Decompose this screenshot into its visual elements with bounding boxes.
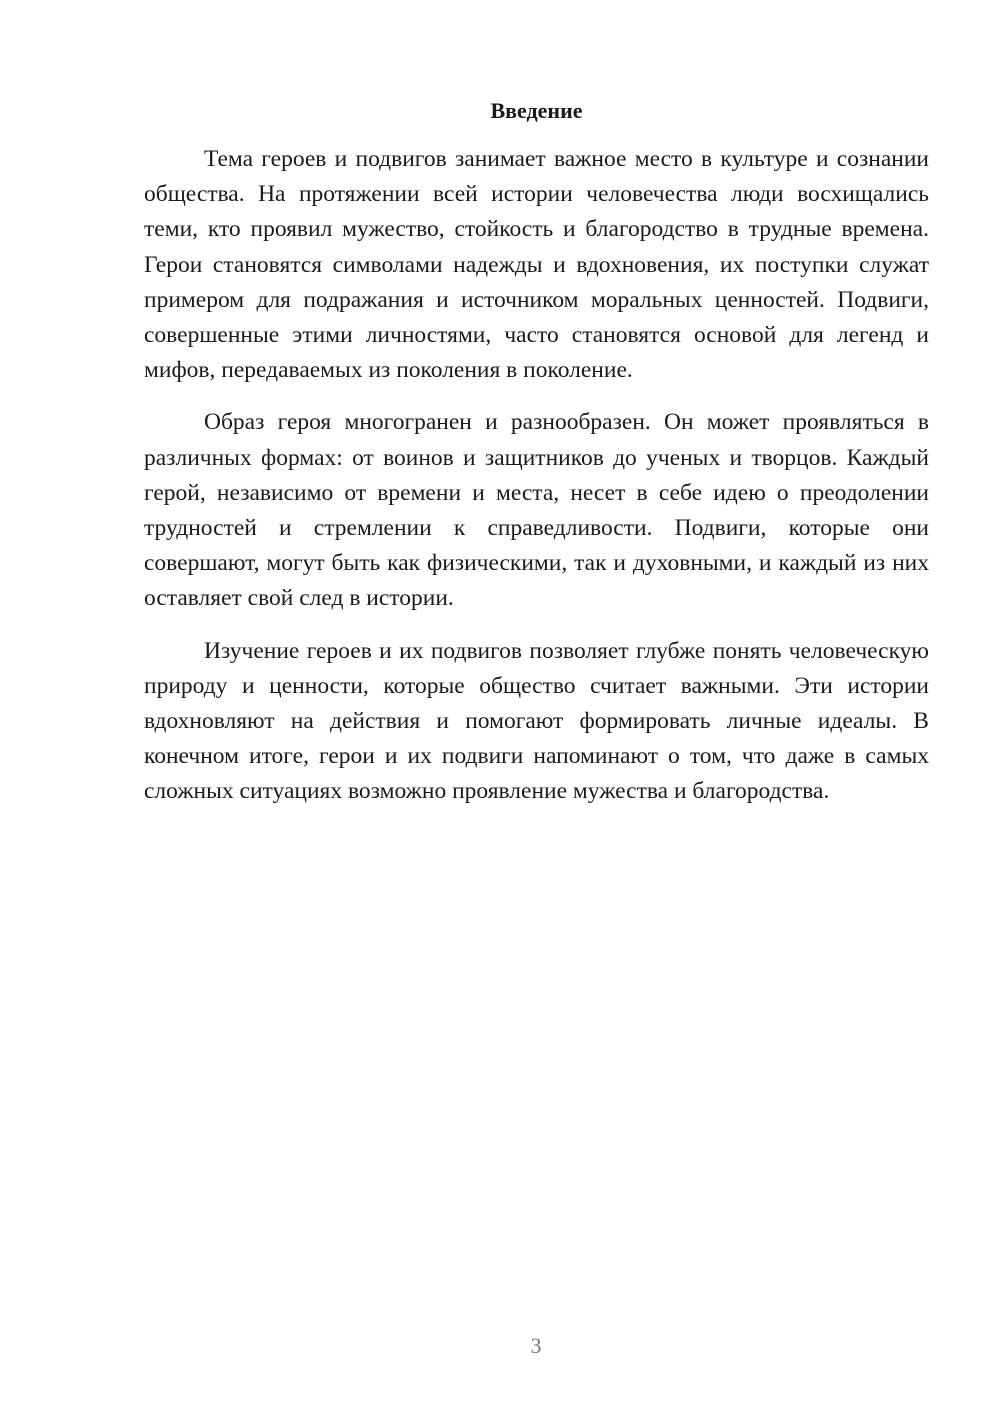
section-heading: Введение	[490, 98, 583, 123]
paragraph-2: Образ героя многогранен и разнообразен. Он может проявляться в различных формах: от воинов и защитников до ученых и творцов. Каждый герой, независимо от времени и места, несет в себе идею о преодолении трудностей и стремлении к справедливости. Подвиги, которые они совершают, могут быть как физическими, так и духовными, и каждый из них оставляет свой след в истории.	[144, 409, 929, 612]
paragraph-1: Тема героев и подвигов занимает важное место в культуре и сознании общества. На протяжении всей истории человечества люди восхищались теми, кто проявил мужество, стойкость и благородство в трудные времена. Герои становятся символами надежды и вдохновения, их поступки служат примером для подражания и источником моральных ценностей. Подвиги, совершенные этими личностями, часто становятся основой для легенд и мифов, передаваемых из поколения в поколение.	[144, 146, 929, 384]
paragraph-3: Изучение героев и их подвигов позволяет глубже понять человеческую природу и ценности, которые общество считает важными. Эти истории вдохновляют на действия и помогают формировать личные идеалы. В конечном итоге, герои и их подвиги напоминают о том, что даже в самых сложных ситуациях возможно проявление мужества и благородства.	[144, 637, 929, 805]
page-content	[144, 96, 929, 827]
page-number: 3	[530, 1333, 542, 1358]
